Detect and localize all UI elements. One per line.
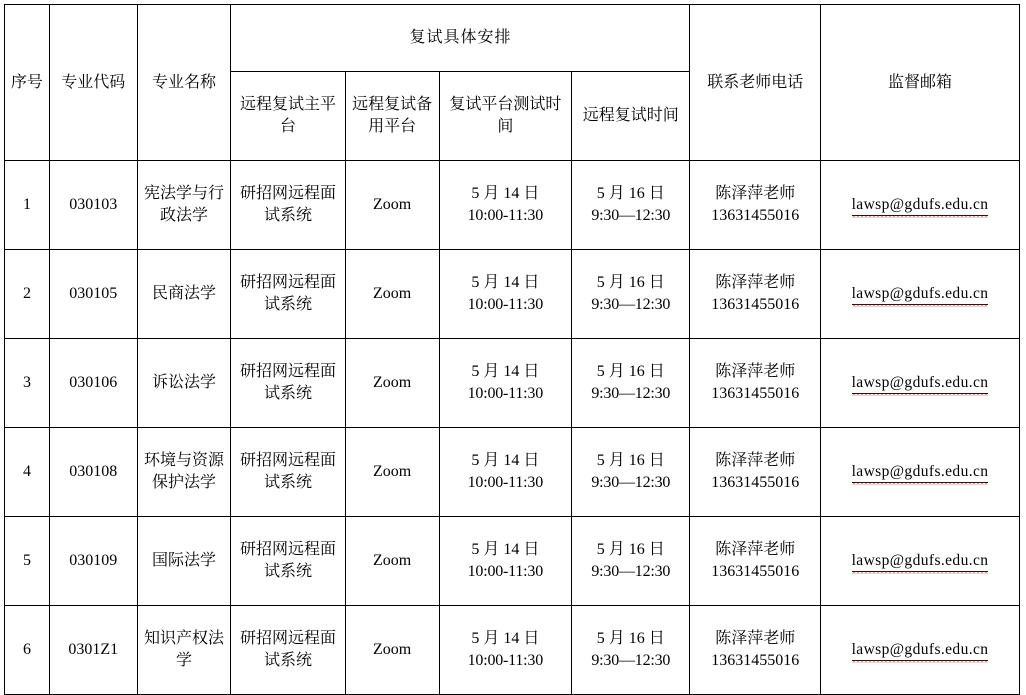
cell-main-platform: 研招网远程面试系统 bbox=[231, 339, 345, 428]
cell-interview-clock: 9:30—12:30 bbox=[591, 474, 671, 491]
cell-test-date: 5 月 14 日 bbox=[471, 185, 540, 203]
cell-main-platform: 研招网远程面试系统 bbox=[231, 606, 345, 695]
cell-backup-platform: Zoom bbox=[345, 161, 439, 250]
cell-index: 2 bbox=[5, 250, 50, 339]
cell-test-date: 5 月 14 日 bbox=[471, 274, 540, 292]
cell-index: 5 bbox=[5, 517, 50, 606]
cell-teacher-name: 陈泽萍老师 bbox=[715, 363, 796, 381]
cell-main-platform: 研招网远程面试系统 bbox=[231, 428, 345, 517]
cell-test-date: 5 月 14 日 bbox=[471, 541, 540, 559]
cell-teacher-contact bbox=[690, 606, 821, 695]
cell-interview-date: 5 月 16 日 bbox=[596, 452, 665, 470]
table-row bbox=[5, 339, 1020, 428]
cell-interview-date: 5 月 16 日 bbox=[596, 363, 665, 381]
cell-backup-platform: Zoom bbox=[345, 517, 439, 606]
cell-major-name: 国际法学 bbox=[137, 517, 231, 606]
cell-teacher-phone: 13631455016 bbox=[711, 385, 800, 402]
cell-major-code: 030106 bbox=[49, 339, 137, 428]
cell-supervise-mail bbox=[821, 250, 1020, 339]
mail-link[interactable]: lawsp@gdufs.edu.cn bbox=[852, 284, 989, 306]
cell-test-date: 5 月 14 日 bbox=[471, 452, 540, 470]
column-header-interview-time: 远程复试时间 bbox=[572, 72, 690, 161]
cell-interview-clock: 9:30—12:30 bbox=[591, 563, 671, 580]
cell-interview-clock: 9:30—12:30 bbox=[591, 652, 671, 669]
cell-test-clock: 10:00-11:30 bbox=[467, 563, 544, 580]
cell-test-clock: 10:00-11:30 bbox=[467, 652, 544, 669]
column-header-major-name: 专业名称 bbox=[137, 5, 231, 161]
cell-backup-platform: Zoom bbox=[345, 428, 439, 517]
cell-teacher-phone: 13631455016 bbox=[711, 652, 800, 669]
cell-major-name: 民商法学 bbox=[137, 250, 231, 339]
cell-teacher-contact bbox=[690, 161, 821, 250]
cell-major-code: 030108 bbox=[49, 428, 137, 517]
cell-index: 6 bbox=[5, 606, 50, 695]
cell-interview-date: 5 月 16 日 bbox=[596, 274, 665, 292]
cell-interview-time bbox=[572, 517, 690, 606]
cell-backup-platform: Zoom bbox=[345, 250, 439, 339]
cell-teacher-phone: 13631455016 bbox=[711, 563, 800, 580]
column-header-index: 序号 bbox=[5, 5, 50, 161]
cell-teacher-contact bbox=[690, 428, 821, 517]
column-header-main-platform: 远程复试主平台 bbox=[231, 72, 345, 161]
cell-major-name: 环境与资源保护法学 bbox=[137, 428, 231, 517]
cell-interview-time bbox=[572, 339, 690, 428]
cell-interview-time bbox=[572, 161, 690, 250]
column-header-test-time: 复试平台测试时间 bbox=[439, 72, 572, 161]
cell-test-clock: 10:00-11:30 bbox=[467, 474, 544, 491]
cell-supervise-mail bbox=[821, 606, 1020, 695]
cell-interview-date: 5 月 16 日 bbox=[596, 630, 665, 648]
cell-interview-clock: 9:30—12:30 bbox=[591, 207, 671, 224]
cell-major-name: 知识产权法学 bbox=[137, 606, 231, 695]
cell-test-time bbox=[439, 606, 572, 695]
cell-index: 1 bbox=[5, 161, 50, 250]
mail-link[interactable]: lawsp@gdufs.edu.cn bbox=[852, 640, 989, 662]
cell-test-time bbox=[439, 161, 572, 250]
cell-major-code: 030105 bbox=[49, 250, 137, 339]
cell-supervise-mail bbox=[821, 517, 1020, 606]
cell-test-date: 5 月 14 日 bbox=[471, 363, 540, 381]
cell-main-platform: 研招网远程面试系统 bbox=[231, 250, 345, 339]
cell-interview-clock: 9:30—12:30 bbox=[591, 296, 671, 313]
table-row bbox=[5, 428, 1020, 517]
cell-interview-time bbox=[572, 428, 690, 517]
cell-major-name: 宪法学与行政法学 bbox=[137, 161, 231, 250]
cell-teacher-name: 陈泽萍老师 bbox=[715, 452, 796, 470]
cell-test-clock: 10:00-11:30 bbox=[467, 385, 544, 402]
cell-interview-date: 5 月 16 日 bbox=[596, 185, 665, 203]
cell-supervise-mail bbox=[821, 161, 1020, 250]
cell-teacher-phone: 13631455016 bbox=[711, 207, 800, 224]
cell-interview-time bbox=[572, 606, 690, 695]
cell-main-platform: 研招网远程面试系统 bbox=[231, 161, 345, 250]
cell-teacher-name: 陈泽萍老师 bbox=[715, 274, 796, 292]
cell-main-platform: 研招网远程面试系统 bbox=[231, 517, 345, 606]
table-row bbox=[5, 250, 1020, 339]
column-header-supervise-mail: 监督邮箱 bbox=[821, 5, 1020, 161]
mail-link[interactable]: lawsp@gdufs.edu.cn bbox=[852, 551, 989, 573]
cell-test-time bbox=[439, 250, 572, 339]
cell-interview-clock: 9:30—12:30 bbox=[591, 385, 671, 402]
cell-test-date: 5 月 14 日 bbox=[471, 630, 540, 648]
column-header-backup-platform: 远程复试备用平台 bbox=[345, 72, 439, 161]
column-header-group-arrangement: 复试具体安排 bbox=[231, 5, 690, 72]
cell-supervise-mail bbox=[821, 428, 1020, 517]
cell-teacher-phone: 13631455016 bbox=[711, 296, 800, 313]
cell-test-time bbox=[439, 517, 572, 606]
cell-teacher-name: 陈泽萍老师 bbox=[715, 185, 796, 203]
column-header-major-code: 专业代码 bbox=[49, 5, 137, 161]
cell-teacher-phone: 13631455016 bbox=[711, 474, 800, 491]
table-row bbox=[5, 606, 1020, 695]
mail-link[interactable]: lawsp@gdufs.edu.cn bbox=[852, 462, 989, 484]
table-row bbox=[5, 517, 1020, 606]
cell-test-time bbox=[439, 428, 572, 517]
mail-link[interactable]: lawsp@gdufs.edu.cn bbox=[852, 373, 989, 395]
cell-backup-platform: Zoom bbox=[345, 606, 439, 695]
cell-major-code: 030109 bbox=[49, 517, 137, 606]
cell-major-code: 030103 bbox=[49, 161, 137, 250]
cell-interview-date: 5 月 16 日 bbox=[596, 541, 665, 559]
cell-teacher-contact bbox=[690, 339, 821, 428]
column-header-teacher-phone: 联系老师电话 bbox=[690, 5, 821, 161]
cell-test-clock: 10:00-11:30 bbox=[467, 207, 544, 224]
cell-teacher-name: 陈泽萍老师 bbox=[715, 541, 796, 559]
interview-schedule-table bbox=[4, 4, 1020, 695]
cell-backup-platform: Zoom bbox=[345, 339, 439, 428]
mail-link[interactable]: lawsp@gdufs.edu.cn bbox=[852, 195, 989, 217]
cell-test-time bbox=[439, 339, 572, 428]
cell-major-code: 0301Z1 bbox=[49, 606, 137, 695]
table-header-row-1 bbox=[5, 5, 1020, 72]
cell-index: 3 bbox=[5, 339, 50, 428]
cell-teacher-contact bbox=[690, 517, 821, 606]
cell-supervise-mail bbox=[821, 339, 1020, 428]
cell-interview-time bbox=[572, 250, 690, 339]
cell-major-name: 诉讼法学 bbox=[137, 339, 231, 428]
cell-test-clock: 10:00-11:30 bbox=[467, 296, 544, 313]
cell-teacher-name: 陈泽萍老师 bbox=[715, 630, 796, 648]
cell-teacher-contact bbox=[690, 250, 821, 339]
table-row bbox=[5, 161, 1020, 250]
cell-index: 4 bbox=[5, 428, 50, 517]
